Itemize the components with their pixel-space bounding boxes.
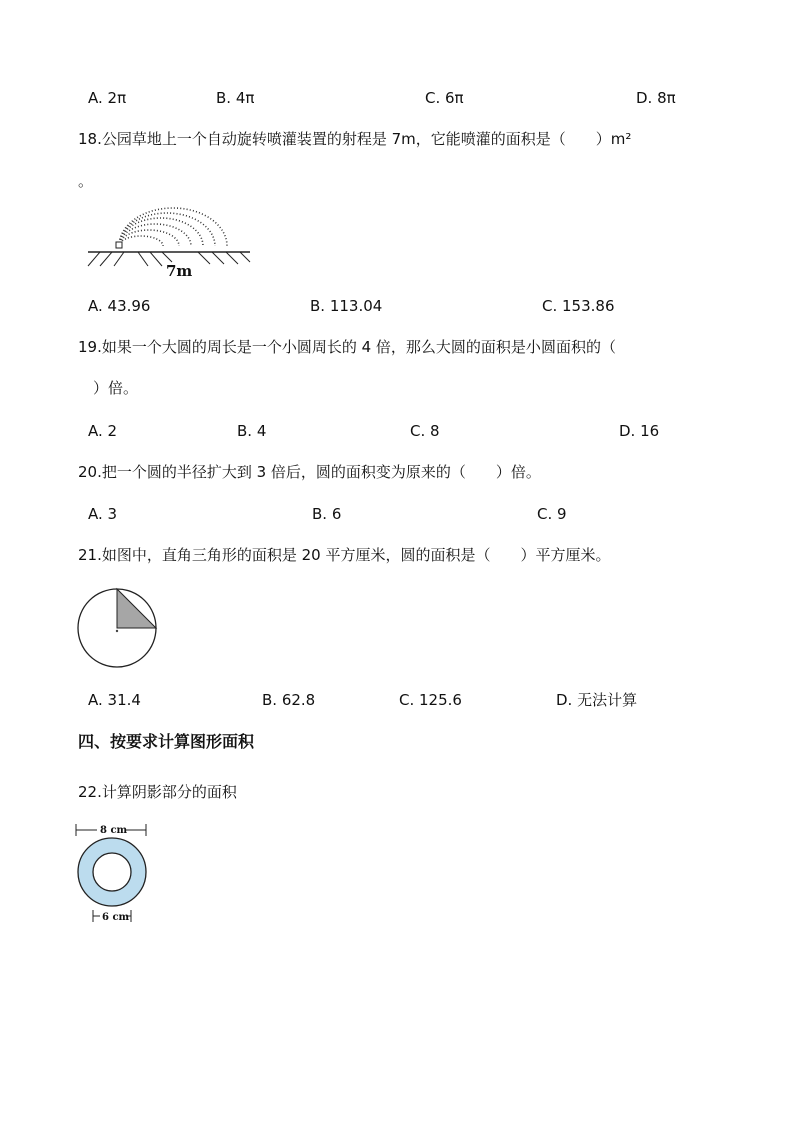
ring-inner bbox=[93, 853, 131, 891]
q19-question-line1: 19.如果一个大圆的周长是一个小圆周长的 4 倍，那么大圆的面积是小圆面积的（ bbox=[78, 338, 616, 356]
q22-question: 22.计算阴影部分的面积 bbox=[78, 783, 237, 801]
section-4-title: 四、按要求计算图形面积 bbox=[78, 732, 255, 751]
q17-option-b: B. 4π bbox=[216, 89, 255, 107]
sprinkler-head bbox=[116, 242, 122, 248]
q18-option-c: C. 153.86 bbox=[542, 297, 615, 315]
q20-question: 20.把一个圆的半径扩大到 3 倍后，圆的面积变为原来的（ ）倍。 bbox=[78, 463, 541, 481]
spray-arc-3 bbox=[119, 218, 203, 246]
q21-option-d: D. 无法计算 bbox=[556, 691, 638, 709]
inner-diameter-label: 6 cm bbox=[102, 912, 130, 923]
q18-option-a: A. 43.96 bbox=[88, 297, 151, 315]
q19-option-d: D. 16 bbox=[619, 422, 660, 440]
q17-option-d: D. 8π bbox=[636, 89, 676, 107]
q17-option-a: A. 2π bbox=[88, 89, 127, 107]
q18-option-b: B. 113.04 bbox=[310, 297, 383, 315]
q21-option-c: C. 125.6 bbox=[399, 691, 462, 709]
q19-option-b: B. 4 bbox=[237, 422, 267, 440]
sprinkler-figure bbox=[86, 204, 252, 278]
q19-question-line2: ）倍。 bbox=[78, 379, 139, 397]
ring-figure bbox=[72, 820, 156, 926]
q18-question-end: 。 bbox=[78, 172, 94, 190]
q20-option-a: A. 3 bbox=[88, 505, 118, 523]
spray-arc-6 bbox=[119, 236, 163, 246]
q21-option-b: B. 62.8 bbox=[262, 691, 316, 709]
q21-question: 21.如图中，直角三角形的面积是 20 平方厘米，圆的面积是（ ）平方厘米。 bbox=[78, 546, 611, 564]
q19-option-c: C. 8 bbox=[410, 422, 440, 440]
q19-option-a: A. 2 bbox=[88, 422, 118, 440]
circle-triangle-figure bbox=[76, 588, 160, 670]
q20-option-b: B. 6 bbox=[312, 505, 342, 523]
radius-label: 7m bbox=[166, 262, 193, 280]
center-dot bbox=[116, 630, 118, 632]
q18-question: 18.公园草地上一个自动旋转喷灌装置的射程是 7m，它能喷灌的面积是（ ）m² bbox=[78, 130, 632, 148]
outer-diameter-label: 8 cm bbox=[100, 825, 128, 836]
q17-option-c: C. 6π bbox=[425, 89, 464, 107]
q21-option-a: A. 31.4 bbox=[88, 691, 141, 709]
q20-option-c: C. 9 bbox=[537, 505, 567, 523]
